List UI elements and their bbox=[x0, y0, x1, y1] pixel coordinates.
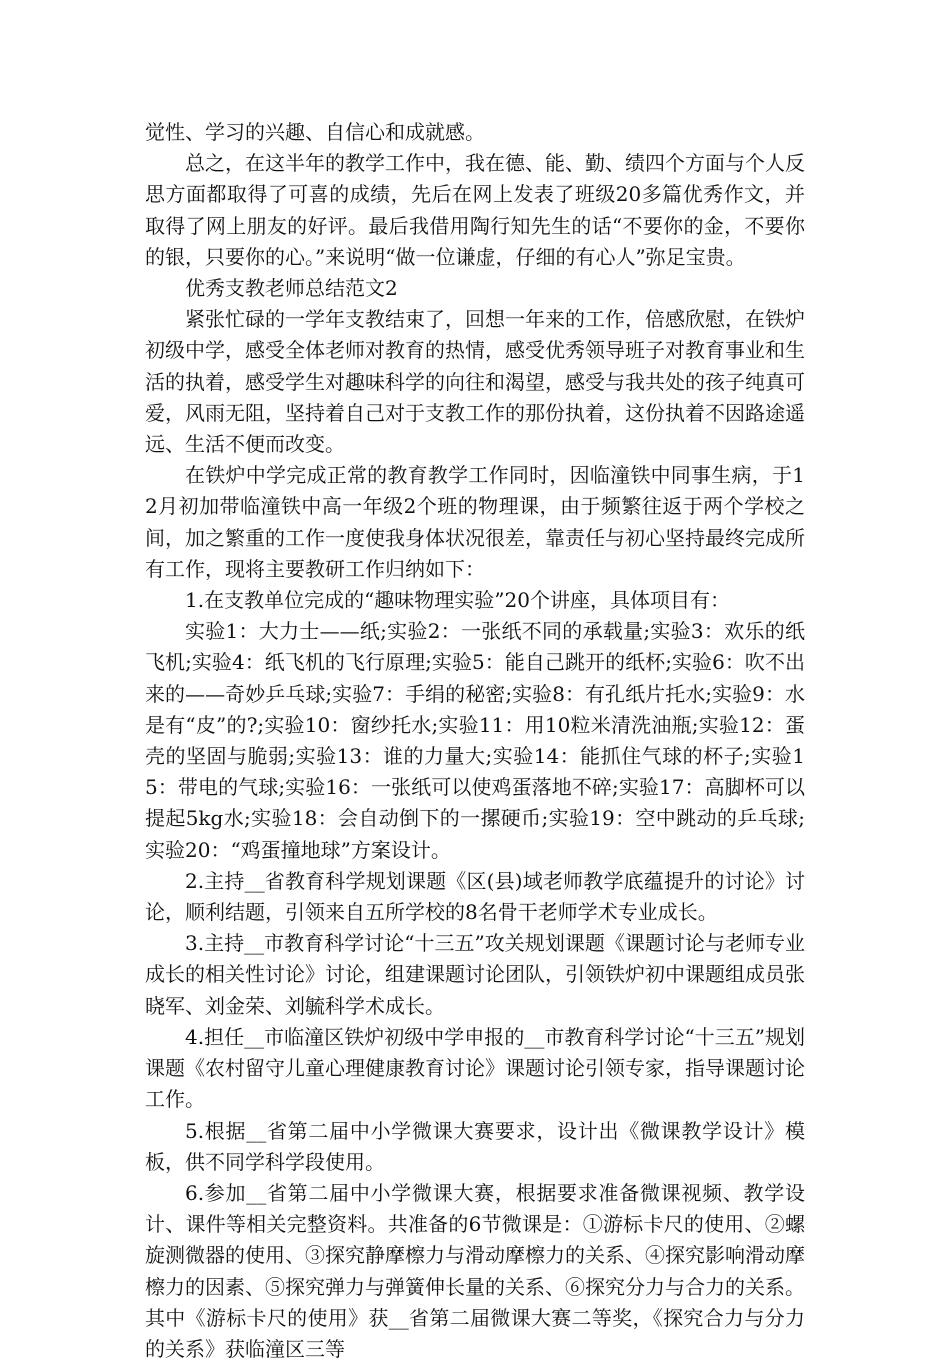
paragraph-work: 在铁炉中学完成正常的教育教学工作同时，因临潼铁中同事生病，于12月初加带临潼铁中高一年级2个班的物理课，由于频繁往返于两个学校之间，加之繁重的工作一度使我身体状况很差，靠责任与初心坚持最终完成所有工作，现将主要教研工作归纳如下： bbox=[145, 463, 805, 581]
list-item-5: 5.根据__省第二届中小学微课大赛要求，设计出《微课教学设计》模板，供不同学科学段使用。 bbox=[145, 1118, 805, 1174]
list-item-6: 6.参加__省第二届中小学微课大赛，根据要求准备微课视频、教学设计、课件等相关完整资料。共准备的6节微课是：①游标卡尺的使用、②螺旋测微器的使用、③探究静摩檫力与滑动摩檫力的关系、④探究影响滑动摩檫力的因素、⑤探究弹力与弹簧伸长量的关系、⑥探究分力与合力的关系。其中《游标卡尺的使用》获__省第二届微课大赛二等奖，《探究合力与分力的关系》获临潼区三等 bbox=[145, 1180, 805, 1361]
list-item-2: 2.主持__省教育科学规划课题《区(县)域老师教学底蕴提升的讨论》讨论，顺利结题，引领来自五所学校的8名骨干老师学术专业成长。 bbox=[145, 868, 805, 925]
paragraph-summary: 总之，在这半年的教学工作中，我在德、能、勤、绩四个方面与个人反思方面都取得了可喜的成绩，先后在网上发表了班级20多篇优秀作文，并取得了网上朋友的好评。最后我借用陶行知先生的话“不要你的金，不要你的银，只要你的心。”来说明“做一位谦虚，仔细的有心人”弥足宝贵。 bbox=[145, 151, 805, 269]
document-page bbox=[145, 117, 805, 1365]
paragraph-intro: 紧张忙碌的一学年支教结束了，回想一年来的工作，倍感欣慰，在铁炉初级中学，感受全体老师对教育的热情，感受优秀领导班子对教育事业和生活的执着，感受学生对趣味科学的向往和渴望，感受与我共处的孩子纯真可爱，风雨无阻，坚持着自己对于支教工作的那份执着，这份执着不因路途遥远、生活不便而改变。 bbox=[145, 307, 805, 457]
list-item-3: 3.主持__市教育科学讨论“十三五”攻关规划课题《课题讨论与老师专业成长的相关性讨论》讨论，组建课题讨论团队，引领铁炉初中课题组成员张晓军、刘金荣、刘毓科学术成长。 bbox=[145, 931, 805, 1018]
paragraph-continuation: 觉性、学习的兴趣、自信心和成就感。 bbox=[145, 120, 485, 144]
list-item-4: 4.担任__市临潼区铁炉初级中学申报的__市教育科学讨论“十三五”规划课题《农村留守儿童心理健康教育讨论》课题讨论引领专家，指导课题讨论工作。 bbox=[145, 1024, 805, 1112]
experiment-list: 实验1：大力士——纸;实验2：一张纸不同的承载量;实验3：欢乐的纸飞机;实验4：纸飞机的飞行原理;实验5：能自己跳开的纸杯;实验6：吹不出来的——奇妙乒乓球;实验7：手绢的秘密;实验8：有孔纸片托水;实验9：水是有“皮”的?;实验10：窗纱托水;实验11：用10粒米清洗油瓶;实验12：蛋壳的坚固与脆弱;实验13：谁的力量大;实验14：能抓住气球的杯子;实验15：带电的气球;实验16：一张纸可以使鸡蛋落地不碎;实验17：高脚杯可以提起5kg水;实验18：会自动倒下的一摞硬币;实验19：空中跳动的乒乓球;实验20：“鸡蛋撞地球”方案设计。 bbox=[145, 619, 805, 862]
list-item-1: 1.在支教单位完成的“趣味物理实验”20个讲座，具体项目有： bbox=[185, 588, 730, 613]
section-heading: 优秀支教老师总结范文2 bbox=[185, 276, 398, 301]
